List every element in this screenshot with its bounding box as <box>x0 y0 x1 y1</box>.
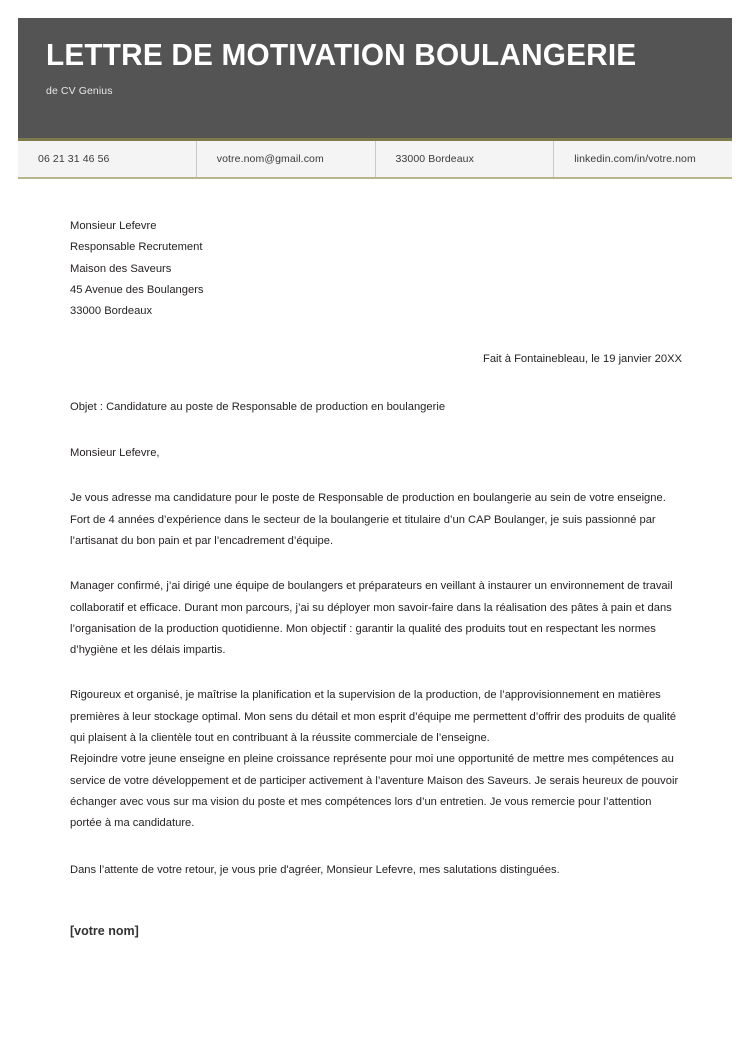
contact-location[interactable]: 33000 Bordeaux <box>376 141 555 177</box>
contact-linkedin[interactable]: linkedin.com/in/votre.nom <box>574 153 696 165</box>
body-paragraph-1: Je vous adresse ma candidature pour le poste de Responsable de production en boulangerie au sein de votre enseigne. Fort de 4 années d’expérience dans le secteur de la boulangerie et titulaire d’un CAP Boulanger, je suis passionné par l’artisanat du bon pain et par l’encadrement d’équipe. <box>70 492 666 547</box>
signature-name: [votre nom] <box>70 923 139 938</box>
contact-bar <box>18 141 732 179</box>
date-line: Fait à Fontainebleau, le 19 janvier 20XX <box>482 353 682 366</box>
recipient-role: Responsable Recrutement <box>70 241 203 254</box>
document-header <box>18 18 732 138</box>
recipient-city: 33000 Bordeaux <box>70 305 153 318</box>
recipient-company: Maison des Saveurs <box>70 262 172 275</box>
document-subtitle: de CV Genius <box>46 85 113 98</box>
salutation: Monsieur Lefevre, <box>70 447 160 460</box>
body-paragraph-2: Manager confirmé, j’ai dirigé une équipe de boulangers et préparateurs en veillant à instaurer un environnement de travail collaboratif et efficace. Durant mon parcours, j’ai su déployer mon savoir-faire dans la réalisation des pâtes à pain et dans l’organisation de la production quotidienne. Mon objectif : garantir la qualité des produits tout en respectant les normes d’hygiène et les délais impartis. <box>70 580 673 657</box>
recipient-address-block <box>70 216 682 322</box>
closing-line: Dans l’attente de votre retour, je vous prie d'agréer, Monsieur Lefevre, mes salutations distinguées. <box>70 863 560 876</box>
contact-phone[interactable]: 06 21 31 46 56 <box>18 141 197 177</box>
recipient-name: Monsieur Lefevre <box>70 220 157 232</box>
subject-line: Objet : Candidature au poste de Responsable de production en boulangerie <box>70 400 446 413</box>
body-paragraph-3: Rigoureux et organisé, je maîtrise la planification et la supervision de la production, de l’approvisionnement en matières premières à leur stockage optimal. Mon sens du détail et mon esprit d’équipe me permettent d’offrir des produits de qualité qui plaisent à la clientèle tout en contribuant à la réussite commerciale de l’enseigne. <box>70 689 677 745</box>
document-title: LETTRE DE MOTIVATION BOULANGERIE <box>46 37 637 72</box>
letter-body <box>70 216 682 942</box>
recipient-street: 45 Avenue des Boulangers <box>70 283 204 296</box>
body-paragraph-4: Rejoindre votre jeune enseigne en pleine croissance représente pour moi une opportunité de mettre mes compétences au service de votre développement et de participer activement à l’aventure Maison des Saveurs. Je serais heureux de pouvoir échanger avec vous sur ma vision du poste et mes compétences lors d’un entretien. Je vous remercie pour l’attention portée à ma candidature. <box>70 753 679 830</box>
contact-email[interactable]: votre.nom@gmail.com <box>197 141 376 177</box>
